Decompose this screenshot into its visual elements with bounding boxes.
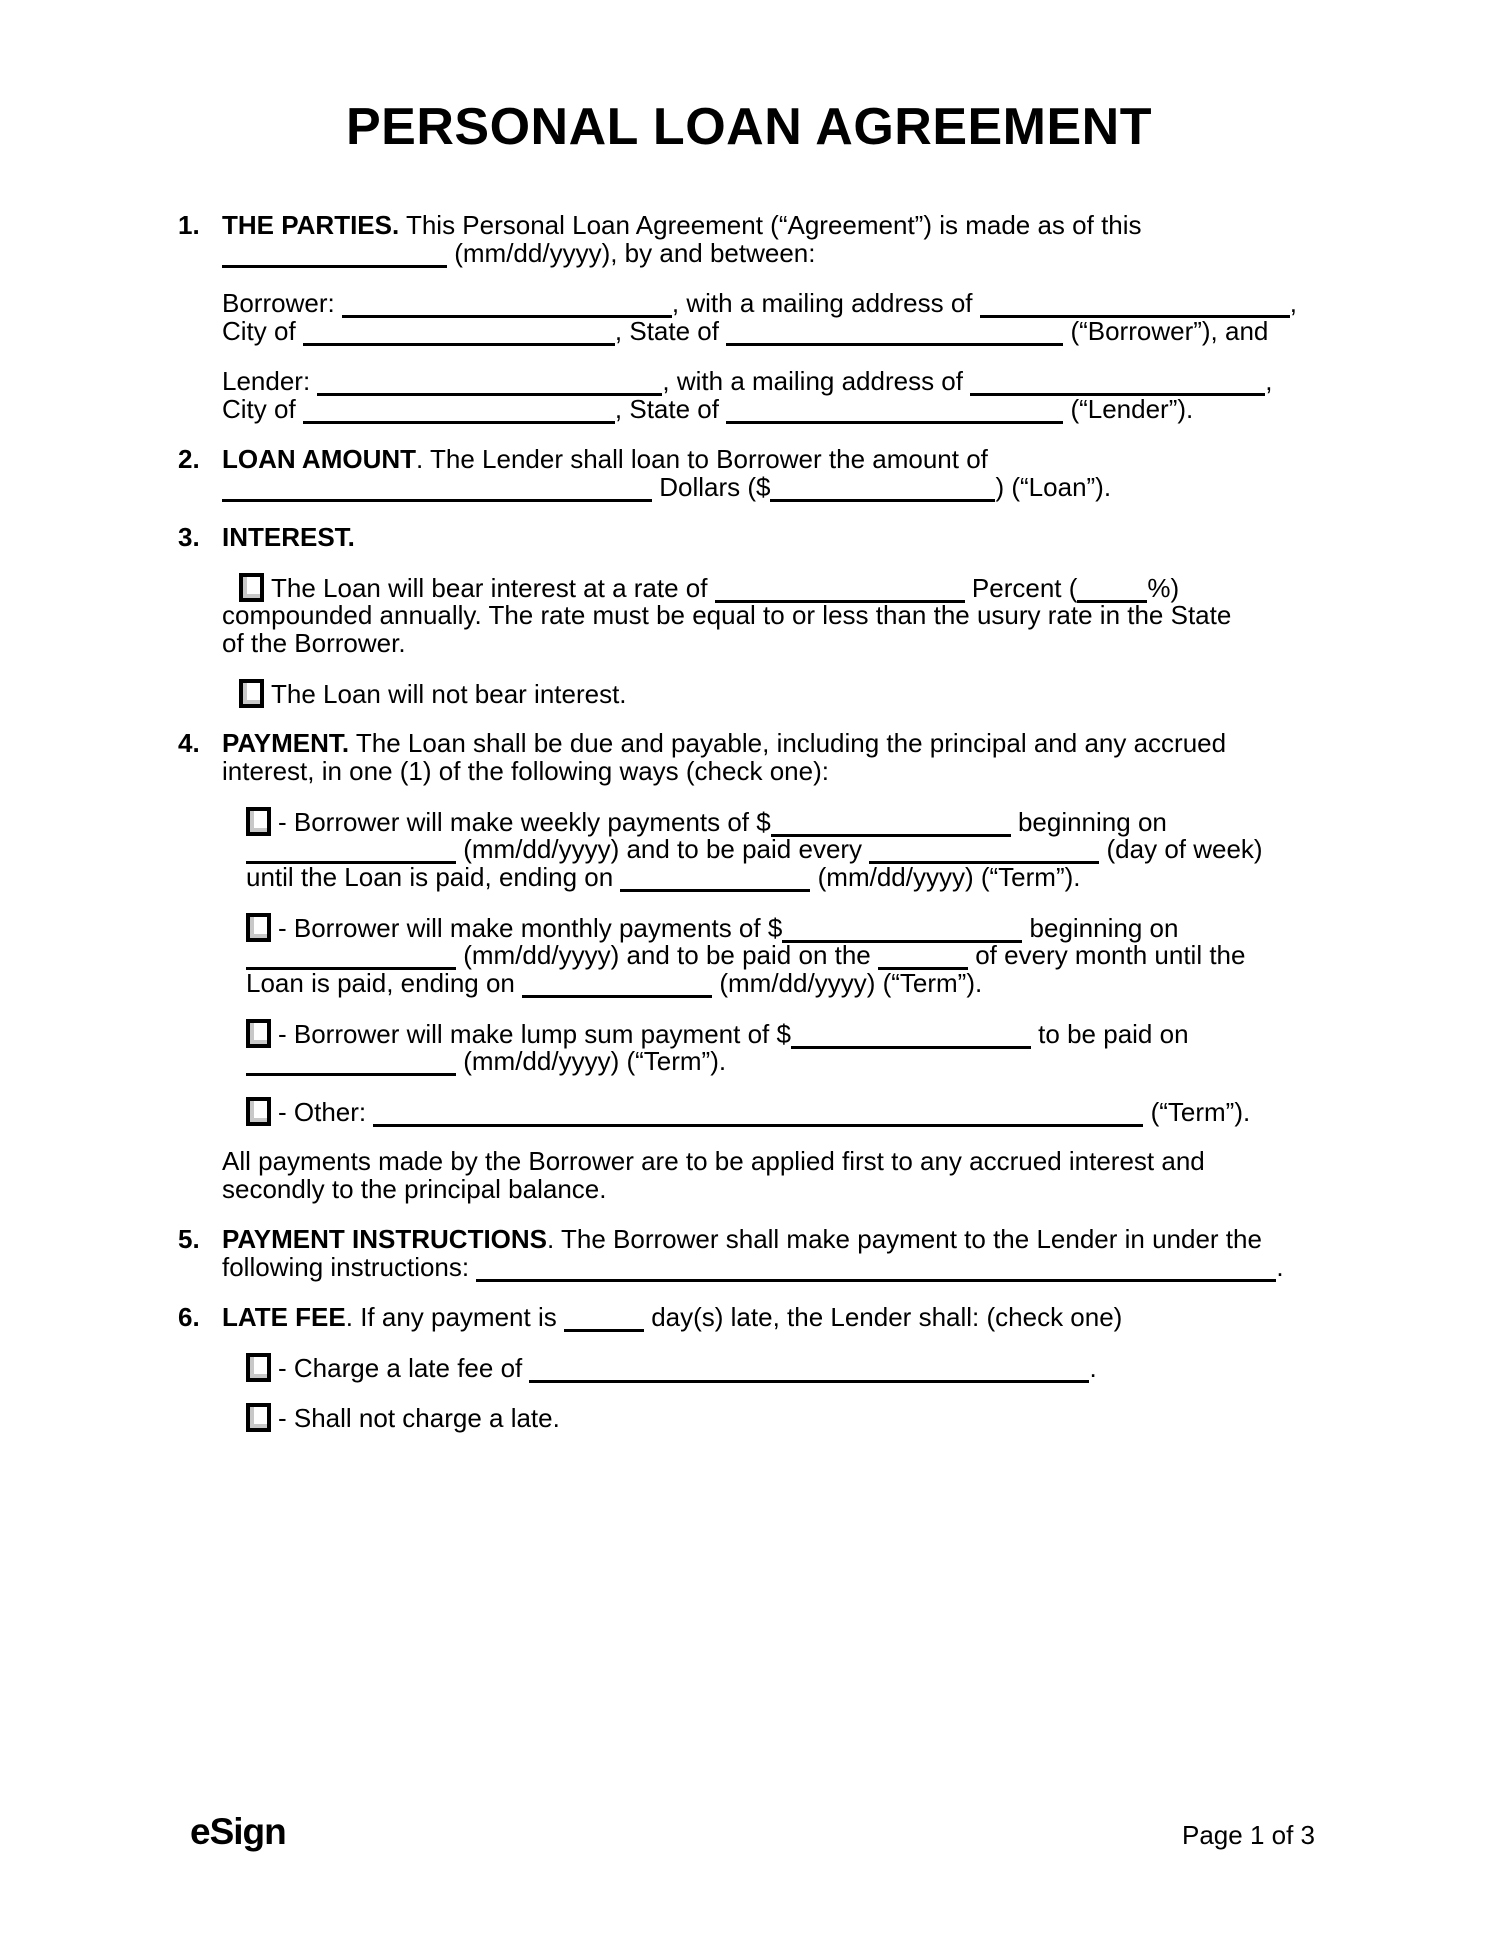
text-run: City of: [222, 316, 303, 346]
text-run: ,: [1289, 288, 1297, 318]
text-line: [222, 473, 1320, 501]
text-line: [246, 941, 1320, 969]
text-run: , State of: [614, 316, 727, 346]
no-interest-option: [222, 679, 1320, 707]
fill-in-blank[interactable]: [970, 371, 1265, 396]
text-run: . If any payment is: [345, 1302, 564, 1332]
checkbox[interactable]: [239, 573, 264, 602]
text-run: , State of: [614, 394, 727, 424]
text-line: [222, 573, 1320, 601]
text-line: [222, 629, 1320, 657]
text-line: [246, 807, 1320, 835]
text-run: This Personal Loan Agreement (“Agreement”) is made as of this: [399, 210, 1142, 240]
text-run: to be paid on: [1030, 1019, 1189, 1049]
text-line: [246, 1403, 1320, 1431]
text-run: interest, in one (1) of the following ways (check one):: [222, 756, 829, 786]
fill-in-blank[interactable]: [476, 1257, 1276, 1282]
bold-text: INTEREST.: [222, 522, 355, 552]
text-line: [222, 679, 1320, 707]
text-run: - Other:: [278, 1097, 374, 1127]
charge-late-fee-option: [246, 1353, 1320, 1381]
page-footer: [190, 1812, 1315, 1855]
lender-details: [222, 367, 1320, 423]
text-run: Lender:: [222, 366, 318, 396]
text-line: [222, 445, 1320, 473]
text-run: %): [1147, 573, 1180, 603]
other-payment-option: [246, 1097, 1320, 1125]
text-line: [222, 757, 1320, 785]
text-line: [222, 395, 1320, 423]
text-run: The Loan will not bear interest.: [271, 679, 627, 709]
bold-text: PAYMENT INSTRUCTIONS: [222, 1224, 548, 1254]
text-run: beginning on: [1022, 913, 1179, 943]
fill-in-blank[interactable]: [564, 1307, 644, 1332]
text-line: [222, 601, 1320, 629]
no-late-fee-option: [246, 1403, 1320, 1431]
checkbox[interactable]: [246, 807, 271, 836]
text-line: [222, 523, 1320, 551]
text-run: ) (“Loan”).: [995, 472, 1112, 502]
text-line: [246, 835, 1320, 863]
fill-in-blank[interactable]: [791, 1024, 1031, 1049]
payments-application-note: [222, 1147, 1320, 1203]
monthly-payment-option: [246, 913, 1320, 997]
text-line: [222, 1253, 1320, 1281]
text-run: (mm/dd/yyyy) (“Term”).: [712, 968, 983, 998]
text-run: (mm/dd/yyyy) and to be paid on the: [456, 940, 878, 970]
text-run: Dollars ($: [652, 472, 771, 502]
text-run: of every month until the: [968, 940, 1246, 970]
text-run: The Loan shall be due and payable, including the principal and any accrued: [349, 728, 1227, 758]
text-run: . The Borrower shall make payment to the Lender in under the: [547, 1224, 1262, 1254]
text-run: of the Borrower.: [222, 628, 406, 658]
bold-text: PAYMENT.: [222, 728, 350, 758]
fill-in-blank[interactable]: [620, 867, 810, 892]
fill-in-blank[interactable]: [342, 293, 672, 318]
text-run: - Borrower will make monthly payments of $: [278, 913, 783, 943]
section-number: 1.: [178, 210, 200, 240]
section-interest: [178, 523, 1320, 551]
section-the-parties: [178, 211, 1320, 267]
text-line: [222, 1175, 1320, 1203]
text-run: beginning on: [1010, 807, 1167, 837]
fill-in-blank[interactable]: [246, 1051, 456, 1076]
text-run: ,: [1265, 366, 1273, 396]
page-number: Page 1 of 3: [1182, 1820, 1315, 1850]
text-line: [246, 1097, 1320, 1125]
fill-in-blank[interactable]: [522, 973, 712, 998]
fill-in-blank[interactable]: [373, 1102, 1143, 1127]
section-late-fee: [178, 1303, 1320, 1331]
section-number: 3.: [178, 522, 200, 552]
text-line: [246, 1047, 1320, 1075]
text-line: [222, 729, 1320, 757]
section-number: 5.: [178, 1224, 200, 1254]
text-run: , with a mailing address of: [671, 288, 980, 318]
text-line: [222, 1147, 1320, 1175]
checkbox[interactable]: [246, 913, 271, 942]
section-payment: [178, 729, 1320, 785]
document-body: [178, 211, 1320, 1431]
section-loan-amount: [178, 445, 1320, 501]
fill-in-blank[interactable]: [246, 839, 456, 864]
borrower-details: [222, 289, 1320, 345]
text-run: (mm/dd/yyyy) (“Term”).: [810, 862, 1081, 892]
fill-in-blank[interactable]: [303, 399, 615, 424]
text-line: [222, 289, 1320, 317]
text-run: compounded annually. The rate must be equal to or less than the usury rate in the State: [222, 600, 1232, 630]
text-run: (“Borrower”), and: [1063, 316, 1269, 346]
text-line: [222, 367, 1320, 395]
text-run: . The Lender shall loan to Borrower the amount of: [416, 444, 988, 474]
text-run: - Charge a late fee of: [278, 1353, 530, 1383]
interest-rate-option: [222, 573, 1320, 657]
text-run: Borrower:: [222, 288, 342, 318]
text-line: [246, 1353, 1320, 1381]
checkbox[interactable]: [246, 1019, 271, 1048]
text-run: - Borrower will make weekly payments of $: [278, 807, 771, 837]
fill-in-blank[interactable]: [770, 477, 995, 502]
bold-text: LATE FEE: [222, 1302, 346, 1332]
fill-in-blank[interactable]: [980, 293, 1290, 318]
fill-in-blank[interactable]: [317, 371, 662, 396]
fill-in-blank[interactable]: [726, 321, 1063, 346]
text-run: day(s) late, the Lender shall: (check one): [643, 1302, 1123, 1332]
text-run: (“Lender”).: [1063, 394, 1194, 424]
text-run: - Shall not charge a late.: [278, 1403, 560, 1433]
section-number: 4.: [178, 728, 200, 758]
weekly-payment-option: [246, 807, 1320, 891]
section-number: 6.: [178, 1302, 200, 1332]
document-title: PERSONAL LOAN AGREEMENT: [346, 98, 1152, 156]
text-line: [246, 1019, 1320, 1047]
text-run: .: [1089, 1353, 1097, 1383]
text-line: [246, 969, 1320, 997]
fill-in-blank[interactable]: [303, 321, 615, 346]
fill-in-blank[interactable]: [222, 243, 447, 268]
text-run: secondly to the principal balance.: [222, 1174, 607, 1204]
fill-in-blank[interactable]: [529, 1358, 1089, 1383]
text-line: [222, 1225, 1320, 1253]
text-line: [222, 1303, 1320, 1331]
text-line: [222, 317, 1320, 345]
text-run: (day of week): [1099, 834, 1263, 864]
lump-sum-payment-option: [246, 1019, 1320, 1075]
text-run: City of: [222, 394, 303, 424]
checkbox[interactable]: [246, 1353, 271, 1382]
text-run: Percent (: [964, 573, 1078, 603]
text-line: [246, 913, 1320, 941]
fill-in-blank[interactable]: [869, 839, 1099, 864]
bold-text: THE PARTIES.: [222, 210, 400, 240]
text-run: (mm/dd/yyyy) (“Term”).: [456, 1046, 727, 1076]
text-line: [222, 239, 1320, 267]
fill-in-blank[interactable]: [222, 477, 652, 502]
text-run: - Borrower will make lump sum payment of $: [278, 1019, 791, 1049]
text-run: The Loan will bear interest at a rate of: [271, 573, 715, 603]
checkbox[interactable]: [246, 1097, 271, 1126]
section-number: 2.: [178, 444, 200, 474]
fill-in-blank[interactable]: [246, 945, 456, 970]
text-run: (“Term”).: [1143, 1097, 1251, 1127]
text-run: Loan is paid, ending on: [246, 968, 523, 998]
text-run: (mm/dd/yyyy) and to be paid every: [456, 834, 870, 864]
checkbox[interactable]: [239, 679, 264, 708]
text-run: following instructions:: [222, 1252, 477, 1282]
text-line: [246, 863, 1320, 891]
text-run: until the Loan is paid, ending on: [246, 862, 621, 892]
section-payment-instructions: [178, 1225, 1320, 1281]
text-run: (mm/dd/yyyy), by and between:: [447, 238, 816, 268]
bold-text: LOAN AMOUNT: [222, 444, 417, 474]
text-run: All payments made by the Borrower are to be applied first to any accrued interest and: [222, 1146, 1205, 1176]
checkbox[interactable]: [246, 1403, 271, 1432]
text-line: [222, 211, 1320, 239]
fill-in-blank[interactable]: [878, 945, 968, 970]
text-run: , with a mailing address of: [662, 366, 971, 396]
fill-in-blank[interactable]: [726, 399, 1063, 424]
text-run: .: [1276, 1252, 1284, 1282]
esign-logo: eSign: [190, 1811, 286, 1852]
